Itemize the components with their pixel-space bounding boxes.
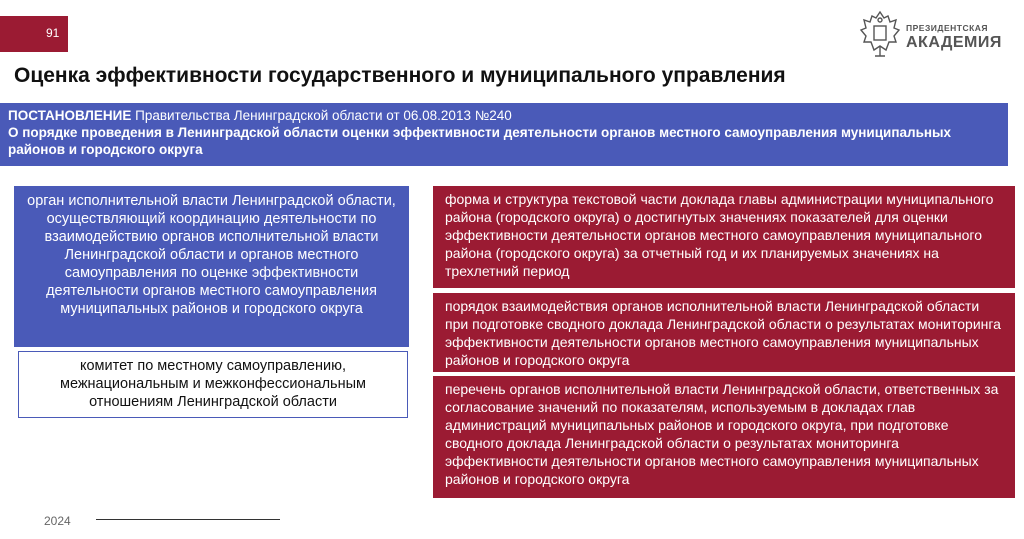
footer-divider: [96, 519, 280, 520]
double-headed-eagle-emblem-icon: [858, 8, 902, 60]
committee-box: комитет по местному самоуправлению, межнациональным и межконфессиональным отношениям Ленинградской области: [18, 351, 408, 418]
coordinating-authority-box: орган исполнительной власти Ленинградской области, осуществляющий координацию деятельности по взаимодействию органов исполнительной власти Ленинградской области и органов местного самоуправления по оценке эффективности деятельности органов местного самоуправления муниципальных районов и городского округа: [14, 186, 409, 347]
logo-line-1: ПРЕЗИДЕНТСКАЯ: [906, 23, 989, 33]
decree-banner: [0, 103, 1008, 166]
page-title: Оценка эффективности государственного и муниципального управления: [14, 64, 786, 87]
decree-heading: [8, 107, 1000, 124]
decree-subject: О порядке проведения в Ленинградской области оценки эффективности деятельности органов местного самоуправления муниципальных районов и городского округа: [8, 125, 952, 157]
regulation-item-report-form: форма и структура текстовой части доклада главы администрации муниципального района (городского округа) о достигнутых значениях показателей для оценки эффективности деятельности органов местного самоуправления муниципального района (городского округа) за отчетный год и их планируемых значениях на трехлетний период: [433, 186, 1015, 289]
regulation-item-interaction-procedure: порядок взаимодействия органов исполнительной власти Ленинградской области при подготовке сводного доклада Ленинградской области о результатах мониторинга эффективности деятельности органов местного самоуправления муниципальных районов и городского округа: [433, 293, 1015, 372]
logo-line-2: АКАДЕМИЯ: [906, 34, 1002, 51]
footer-year: 2024: [44, 514, 71, 528]
regulation-item-authorities-list: перечень органов исполнительной власти Ленинградской области, ответственных за согласование значений по показателям, используемым в докладах глав администраций муниципальных районов и городского округа, при подготовке сводного доклада Ленинградской области о результатах мониторинга эффективности деятельности органов местного самоуправления муниципальных районов и городского округа: [433, 376, 1015, 498]
page-number-text: 91: [46, 26, 60, 40]
decree-prefix: ПОСТАНОВЛЕНИЕ: [8, 108, 132, 123]
page-number: [0, 16, 68, 52]
academy-logo: [858, 8, 1002, 62]
decree-reference: Правительства Ленинградской области от 06.08.2013 №240: [131, 108, 512, 123]
